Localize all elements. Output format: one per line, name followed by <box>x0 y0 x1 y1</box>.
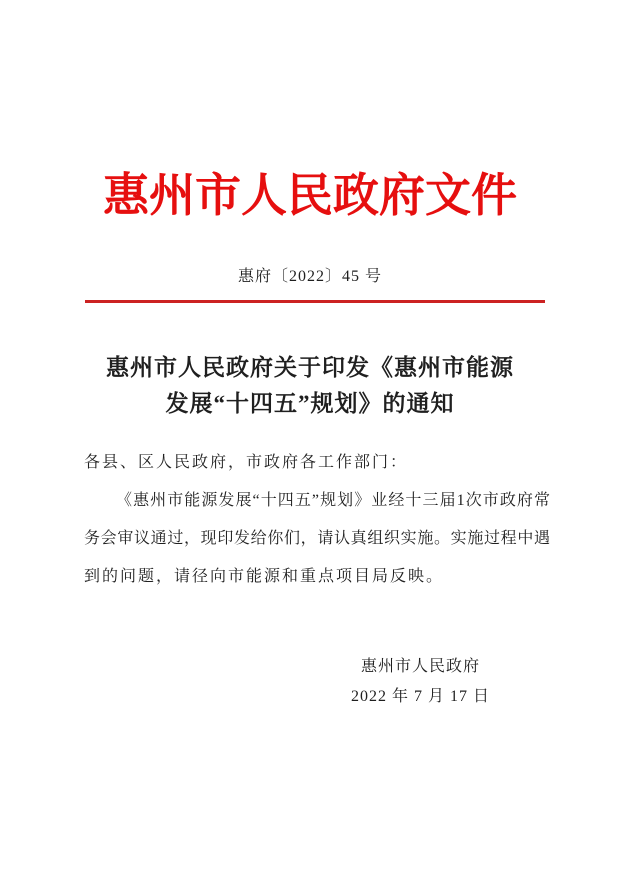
red-divider-line <box>85 300 545 303</box>
body-line: 到的问题，请径向市能源和重点项目局反映。 <box>84 568 445 585</box>
document-number: 惠府〔2022〕45 号 <box>237 268 382 285</box>
body-text <box>84 444 550 596</box>
signature-block <box>351 652 490 712</box>
agency-header-title: 惠州市人民政府文件 <box>103 170 517 221</box>
signature-agency: 惠州市人民政府 <box>360 658 480 675</box>
salutation-line: 各县、区人民政府，市政府各工作部门： <box>84 454 409 471</box>
body-line: 《惠州市能源发展“十四五”规划》业经十三届1次市政府常 <box>116 492 550 509</box>
signature-date: 2022 年 7 月 17 日 <box>350 688 490 705</box>
notice-title-line-2: 发展“十四五”规划》的通知 <box>165 391 455 416</box>
body-line: 务会审议通过，现印发给你们，请认真组织实施。实施过程中遇 <box>84 530 550 547</box>
notice-title <box>60 350 560 422</box>
notice-title-line-1: 惠州市人民政府关于印发《惠州市能源 <box>106 355 514 380</box>
